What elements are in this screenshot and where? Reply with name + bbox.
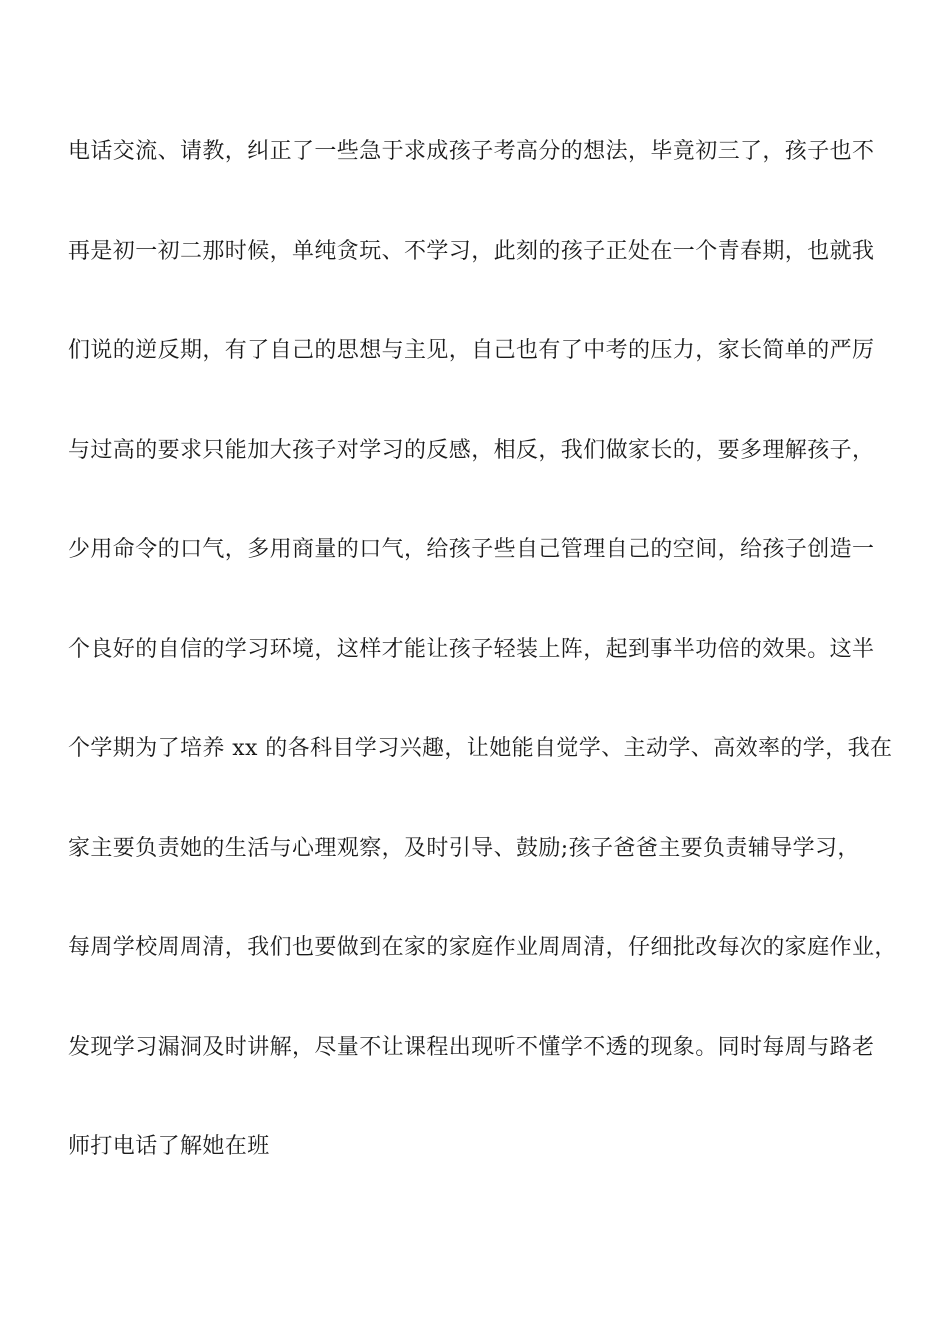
text-line: 发现学习漏洞及时讲解，尽量不让课程出现听不懂学不透的现象。同时每周与路老 [68, 1034, 875, 1060]
text-line: 个学期为了培养 xx 的各科目学习兴趣，让她能自觉学、主动学、高效率的学，我在 [68, 736, 893, 761]
text-line: 每周学校周周清，我们也要做到在家的家庭作业周周清，仔细批改每次的家庭作业， [68, 935, 897, 960]
text-line: 与过高的要求只能加大孩子对学习的反感，相反，我们做家长的，要多理解孩子， [68, 437, 875, 463]
text-line: 少用命令的口气，多用商量的口气，给孩子些自己管理自己的空间，给孩子创造一 [68, 537, 875, 562]
text-line: 电话交流、请教，纠正了一些急于求成孩子考高分的想法，毕竟初三了，孩子也不 [68, 139, 875, 164]
document-body [68, 132, 898, 1227]
text-line: 个良好的自信的学习环境，这样才能让孩子轻装上阵，起到事半功倍的效果。这半 [68, 636, 875, 662]
text-line: 再是初一初二那时候，单纯贪玩、不学习，此刻的孩子正处在一个青春期，也就我 [68, 238, 875, 264]
text-line: 师打电话了解她在班 [68, 1134, 270, 1159]
text-line: 们说的逆反期，有了自己的思想与主见，自己也有了中考的压力，家长简单的严厉 [68, 338, 875, 363]
text-line: 家主要负责她的生活与心理观察，及时引导、鼓励;孩子爸爸主要负责辅导学习， [68, 835, 860, 861]
